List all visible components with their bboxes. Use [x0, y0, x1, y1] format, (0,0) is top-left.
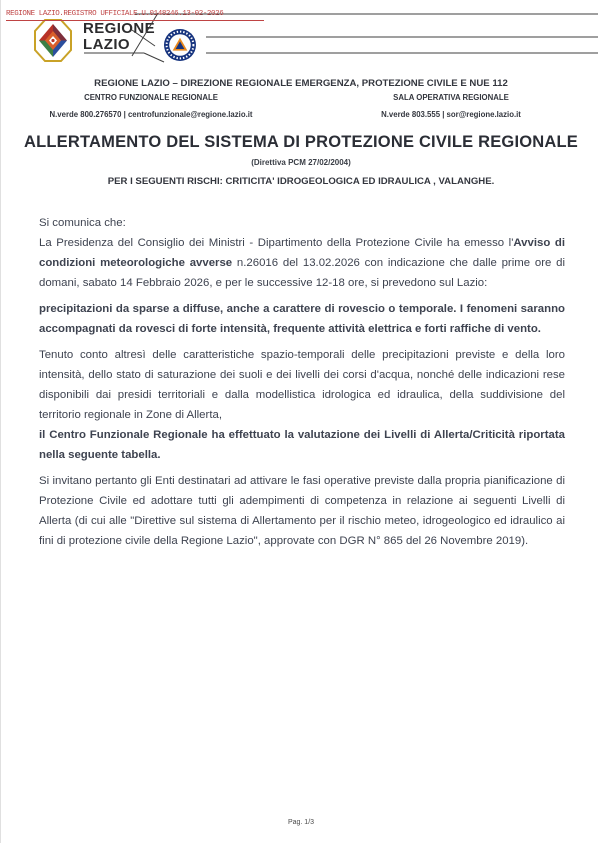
org-title: REGIONE LAZIO – DIREZIONE REGIONALE EMERGENZA, PROTEZIONE CIVILE E NUE 112 — [94, 78, 508, 89]
centro-funzionale-title: CENTRO FUNZIONALE REGIONALE — [84, 93, 218, 102]
protocol-stamp: REGIONE LAZIO.REGISTRO UFFICIALE.U.0148246.13-02-2026 — [6, 10, 264, 21]
sala-operativa-title: SALA OPERATIVA REGIONALE — [393, 93, 509, 102]
paragraph-valutazione: Tenuto conto altresì delle caratteristiche spazio-temporali delle precipitazioni previste e della loro intensità, dello stato di saturazione dei suoli e dei livelli dei corsi d'acqua, nonché delle indicazioni rese disponibili dai presidi territoriali e dalla modellistica idrologica ed idraulica, della suddivisione del territorio regionale in Zone di Allerta, — [39, 349, 565, 421]
contact-columns — [1, 93, 600, 119]
paragraph-avviso — [39, 233, 565, 293]
protezione-civile-logo-icon — [163, 28, 197, 62]
paragraph-invito: Si invitano pertanto gli Enti destinatari ad attivare le fasi operative previste dalla propria pianificazione di Protezione Civile ed adottare tutti gli adempimenti di competenza in relazione ai seguenti Livelli di Allerta (di cui alle "Direttive sul sistema di Allertamento per il rischio meteo, idrogeologico ed idraulico ai fini di protezione civile della Regione Lazio", approvate con DGR N° 865 del 26 Novembre 2019). — [39, 475, 565, 547]
sala-operativa-contact: N.verde 803.555 | sor@regione.lazio.it — [381, 110, 521, 119]
paragraph-avviso-bold: Avviso di condizioni meteorologiche avverse — [39, 237, 565, 269]
centro-funzionale-column — [1, 93, 301, 119]
document-subtitle: (Direttiva PCM 27/02/2004) — [251, 158, 351, 167]
page-number: Pag. 1/3 — [287, 819, 315, 826]
sala-operativa-column — [301, 93, 600, 119]
intro-line: Si comunica che: — [39, 217, 126, 229]
paragraph-valutazione-bold: il Centro Funzionale Regionale ha effettuato la valutazione dei Livelli di Allerta/Criticità riportata nella seguente tabella. — [39, 429, 565, 461]
document-body — [39, 213, 565, 551]
paragraph-avviso-text2: n.26016 del 13.02.2026 con indicazione che dalle prime ore di domani, sabato 14 Febbraio 2026, e per le successive 12-18 ore, si prevedono sul Lazio: — [39, 257, 565, 289]
wordmark-line1: REGIONE — [83, 20, 155, 37]
paragraph-fenomeni: precipitazioni da sparse a diffuse, anche a carattere di rovescio o temporale. I fenomeni saranno accompagnati da rovesci di forte intensità, frequente attività elettrica e forti raffiche di vento. — [39, 303, 565, 335]
wordmark-line2: LAZIO — [83, 35, 130, 53]
document-title: ALLERTAMENTO DEL SISTEMA DI PROTEZIONE CIVILE REGIONALE — [23, 133, 578, 151]
paragraph-avviso-text1: La Presidenza del Consiglio dei Ministri - Dipartimento della Protezione Civile ha emesso l' — [39, 237, 514, 249]
risks-line: PER I SEGUENTI RISCHI: CRITICITA' IDROGEOLOGICA ED IDRAULICA , VALANGHE. — [107, 176, 495, 187]
centro-funzionale-contact: N.verde 800.276570 | centrofunzionale@regione.lazio.it — [49, 110, 253, 119]
